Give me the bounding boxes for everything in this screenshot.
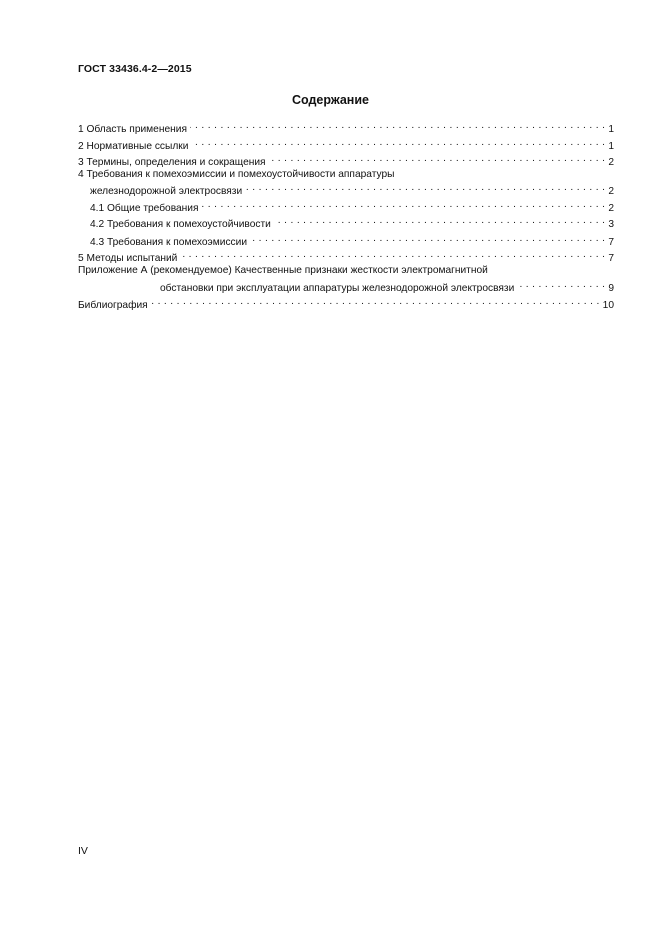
dot-leader: [517, 279, 605, 291]
toc-entry[interactable]: [90, 215, 614, 231]
toc-entry-label: 4.1 Общие требования: [90, 203, 199, 214]
dot-leader: [180, 249, 605, 261]
toc-entry[interactable]: [90, 182, 614, 198]
toc-entry-label: 2 Нормативные ссылки: [78, 141, 189, 152]
toc-entry[interactable]: [78, 153, 614, 169]
toc-entry-label: Библиография: [78, 300, 148, 311]
toc-entry[interactable]: [90, 199, 614, 215]
dot-leader: [269, 153, 606, 165]
toc-entry[interactable]: [90, 233, 614, 249]
toc-entry-line1[interactable]: Приложение А (рекомендуемое) Качественные признаки жесткости электромагнитной: [78, 265, 488, 276]
toc-entry-line1[interactable]: 4 Требования к помехоэмиссии и помехоустойчивости аппаратуры: [78, 169, 395, 180]
toc-entry[interactable]: [78, 120, 614, 136]
toc-entry-label: обстановки при эксплуатации аппаратуры железнодорожной электросвязи: [160, 283, 515, 294]
toc-entry-page: 1: [608, 141, 614, 152]
toc-entry-page: 2: [608, 157, 614, 168]
toc-entry-page: 9: [608, 283, 614, 294]
dot-leader: [274, 215, 606, 227]
toc-entry[interactable]: [160, 279, 614, 295]
dot-leader: [190, 120, 605, 132]
toc-entry-label: 5 Методы испытаний: [78, 253, 178, 264]
toc-entry-label: 4.2 Требования к помехоустойчивости: [90, 219, 271, 230]
dot-leader: [191, 137, 605, 149]
toc-entry[interactable]: [78, 249, 614, 265]
page-number: IV: [78, 845, 88, 857]
toc-entry-page: 3: [608, 219, 614, 230]
toc-entry-page: 2: [608, 186, 614, 197]
dot-leader: [250, 233, 605, 245]
toc-entry-page: 7: [608, 253, 614, 264]
dot-leader: [202, 199, 606, 211]
toc-entry-label: 1 Область применения: [78, 124, 187, 135]
toc-entry-label: 3 Термины, определения и сокращения: [78, 157, 266, 168]
toc-entry-page: 10: [602, 300, 614, 311]
document-header: ГОСТ 33436.4-2—2015: [78, 63, 192, 75]
toc-entry-page: 1: [608, 124, 614, 135]
toc-entry[interactable]: [78, 296, 614, 312]
dot-leader: [245, 182, 605, 194]
toc-entry-page: 7: [608, 237, 614, 248]
toc-entry-label: 4.3 Требования к помехоэмиссии: [90, 237, 248, 248]
dot-leader: [151, 296, 600, 308]
toc-entry[interactable]: [78, 137, 614, 153]
toc-entry-page: 2: [608, 203, 614, 214]
toc-title: Содержание: [291, 93, 369, 107]
toc-entry-label: железнодорожной электросвязи: [90, 186, 243, 197]
